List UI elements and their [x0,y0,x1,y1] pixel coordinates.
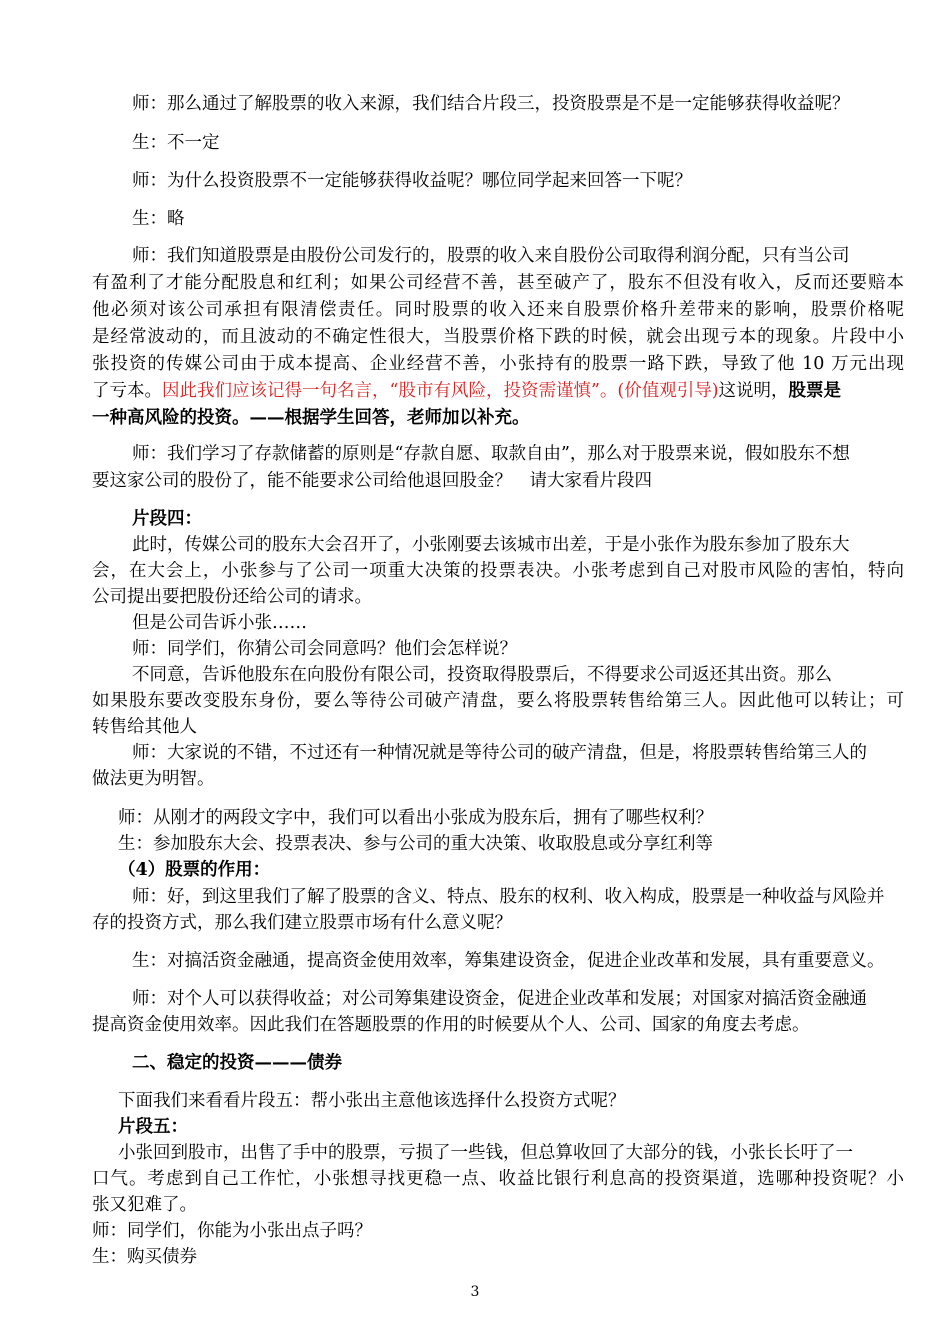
paragraph-line-mixed [92,379,841,403]
paragraph-line: 生：对搞活资金融通，提高资金使用效率，筹集建设资金，促进企业改革和发展，具有重要意义。 [132,951,885,971]
bold-conclusion-line: 一种高风险的投资。——根据学生回答，老师加以补充。 [92,408,530,428]
paragraph-line: 张又犯难了。 [92,1195,197,1215]
paragraph-line: 师：大家说的不错，不过还有一种情况就是等待公司的破产清盘，但是，将股票转售给第三人的 [132,743,867,763]
paragraph-line: 生：参加股东大会、投票表决、参与公司的重大决策、收取股息或分享红利等 [118,834,713,854]
paragraph-line: 师：那么通过了解股票的收入来源，我们结合片段三，投资股票是不是一定能够获得收益呢？ [132,94,850,114]
paragraph-line: 师：为什么投资股票不一定能够获得收益呢？哪位同学起来回答一下呢？ [132,171,692,191]
paragraph-line: 提高资金使用效率。因此我们在答题股票的作用的时候要从个人、公司、国家的角度去考虑。 [92,1015,810,1035]
plain-text: 这说明， [718,381,789,401]
paragraph-line: 生：不一定 [132,133,220,153]
paragraph-line: 师：我们知道股票是由股份公司发行的，股票的收入来自股份公司取得利润分配，只有当公司 [132,246,850,266]
section-heading-segment-4: 片段四： [132,509,202,529]
value-guidance-text: 因此我们应该记得一句名言，“股市有风险，投资需谨慎”。(价值观引导) [162,381,719,401]
paragraph-line: 有盈利了才能分配股息和红利；如果公司经营不善，甚至破产了，股东不但没有收入，反而还要赔本 [92,273,904,293]
paragraph-line: 生：购买债券 [92,1247,197,1267]
paragraph-line: 口气。考虑到自己工作忙，小张想寻找更稳一点、收益比银行利息高的投资渠道，选哪种投资呢？小 [92,1169,904,1189]
paragraph-line: 存的投资方式，那么我们建立股票市场有什么意义呢？ [92,913,512,933]
paragraph-line: 小张回到股市，出售了手中的股票，亏损了一些钱，但总算收回了大部分的钱，小张长长吁了一 [118,1143,853,1163]
paragraph-line: 他必须对该公司承担有限清偿责任。同时股票的收入还来自股票价格升差带来的影响，股票价格呢 [92,300,904,320]
paragraph-line: 师：好，到这里我们了解了股票的含义、特点、股东的权利、收入构成，股票是一种收益与风险并 [132,887,885,907]
section-heading-stock-function: （4）股票的作用： [118,860,271,880]
paragraph-line: 要这家公司的股份了，能不能要求公司给他退回股金？ 请大家看片段四 [92,471,652,491]
plain-text: 了亏本。 [92,381,162,401]
paragraph-line: 公司提出要把股份还给公司的请求。 [92,587,372,607]
paragraph-line: 师：同学们，你能为小张出点子吗？ [92,1221,372,1241]
paragraph-line: 如果股东要改变股东身份，要么等待公司破产清盘，要么将股票转售给第三人。因此他可以转让；可 [92,691,904,711]
paragraph-line: 师：我们学习了存款储蓄的原则是“存款自愿、取款自由”，那么对于股票来说，假如股东不想 [132,444,850,464]
paragraph-line: 下面我们来看看片段五：帮小张出主意他该选择什么投资方式呢？ [118,1091,626,1111]
paragraph-line: 师：对个人可以获得收益；对公司筹集建设资金，促进企业改革和发展；对国家对搞活资金融通 [132,989,867,1009]
section-heading-segment-5: 片段五： [118,1117,188,1137]
paragraph-line: 师：从刚才的两段文字中，我们可以看出小张成为股东后，拥有了哪些权利？ [118,808,713,828]
paragraph-line: 张投资的传媒公司由于成本提高、企业经营不善，小张持有的股票一路下跌，导致了他 10 万元出现 [92,354,904,374]
paragraph-line: 是经常波动的，而且波动的不确定性很大，当股票价格下跌的时候，就会出现亏本的现象。片段中小 [92,327,904,347]
paragraph-line: 做法更为明智。 [92,769,215,789]
paragraph-line: 但是公司告诉小张…… [132,613,307,633]
paragraph-line: 生：略 [132,209,185,229]
paragraph-line: 会，在大会上，小张参与了公司一项重大决策的投票表决。小张考虑到自己对股市风险的害怕，特向 [92,561,904,581]
page-number: 3 [470,1284,480,1300]
bold-conclusion-text: 股票是 [788,381,842,401]
paragraph-line: 转售给其他人 [92,717,197,737]
paragraph-line: 师：同学们，你猜公司会同意吗？他们会怎样说？ [132,639,517,659]
section-heading-bonds: 二、稳定的投资———债券 [132,1053,342,1073]
paragraph-line: 此时，传媒公司的股东大会召开了，小张刚要去该城市出差，于是小张作为股东参加了股东大 [132,535,850,555]
paragraph-line: 不同意，告诉他股东在向股份有限公司，投资取得股票后，不得要求公司返还其出资。那么 [132,665,832,685]
